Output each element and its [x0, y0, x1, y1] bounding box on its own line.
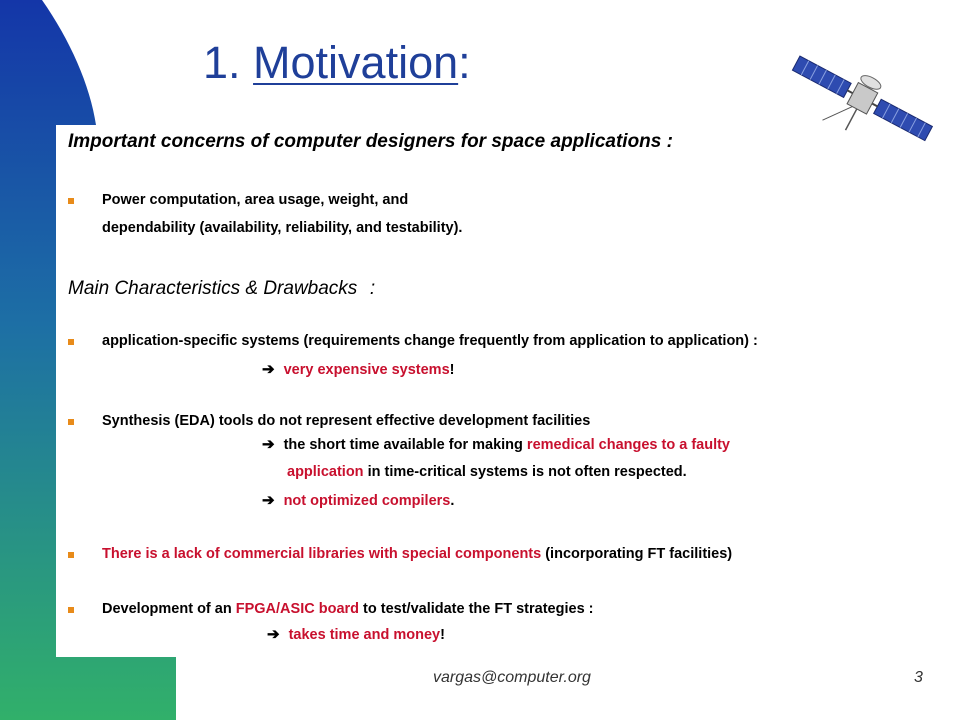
square-bullet-icon [68, 419, 74, 425]
bullet3-arrow2-red: not optimized compilers [283, 493, 451, 509]
bullet3-line1: Synthesis (EDA) tools do not represent effective development facilities [102, 413, 591, 429]
square-bullet-icon [68, 552, 74, 558]
bullet5-black1: Development of an [102, 601, 236, 617]
bullet5-red: FPGA/ASIC board [235, 601, 360, 617]
slide-title [203, 37, 471, 88]
bullet3-arrow2-line [262, 493, 454, 509]
square-bullet-icon [68, 198, 74, 204]
right-arrow-icon: ➔ [262, 492, 275, 509]
satellite-icon [776, 46, 946, 156]
bullet3-cont-line [287, 465, 687, 480]
bullet2-arrow-line [262, 362, 455, 378]
right-arrow-icon: ➔ [262, 436, 275, 453]
bullet5-arrow-line [267, 627, 445, 643]
bullet3-cont-red: application [287, 464, 364, 480]
footer-email: vargas@computer.org [433, 669, 591, 686]
bullet5-arrow-red: takes time and money [288, 627, 441, 643]
bullet4-red: There is a lack of commercial libraries with special components [102, 546, 542, 562]
right-arrow-icon: ➔ [262, 361, 275, 378]
bullet4-black: (incorporating FT facilities) [541, 546, 733, 562]
title-colon: : [458, 37, 471, 88]
bullet5-black2: to test/validate the FT strategies : [359, 601, 594, 617]
bullet3-arrow1-black: the short time available for making [283, 437, 527, 453]
bullet2-arrow-text: very expensive systems [283, 362, 450, 378]
heading2-main: Main Characteristics & Drawbacks [68, 278, 358, 299]
bullet3-arrow1-line [262, 437, 730, 453]
title-word: Motivation [253, 37, 459, 88]
bullet3-arrow2-end: . [450, 493, 455, 509]
bullet5-arrow-end: ! [440, 627, 445, 643]
bullet4-line [102, 547, 732, 562]
bullet2-arrow-end: ! [449, 362, 455, 378]
bullet3-cont-black: in time-critical systems is not often respected. [363, 464, 687, 480]
square-bullet-icon [68, 339, 74, 345]
square-bullet-icon [68, 607, 74, 613]
right-arrow-icon: ➔ [267, 626, 280, 643]
title-number: 1. [203, 37, 254, 88]
heading-characteristics [68, 279, 375, 298]
heading-concerns: Important concerns of computer designers for space applications : [68, 131, 673, 152]
bullet3-arrow1-red: remedical changes to a faulty [526, 437, 730, 453]
bullet5-line [102, 602, 594, 617]
footer-white-area [176, 657, 960, 720]
bullet1-line1: Power computation, area usage, weight, and [102, 192, 409, 208]
heading2-colon: : [369, 278, 376, 299]
bullet2-line1: application-specific systems (requirements change frequently from application to application) : [102, 333, 758, 349]
bullet1-line2: dependability (availability, reliability, and testability). [102, 220, 463, 236]
page-number: 3 [914, 669, 923, 686]
